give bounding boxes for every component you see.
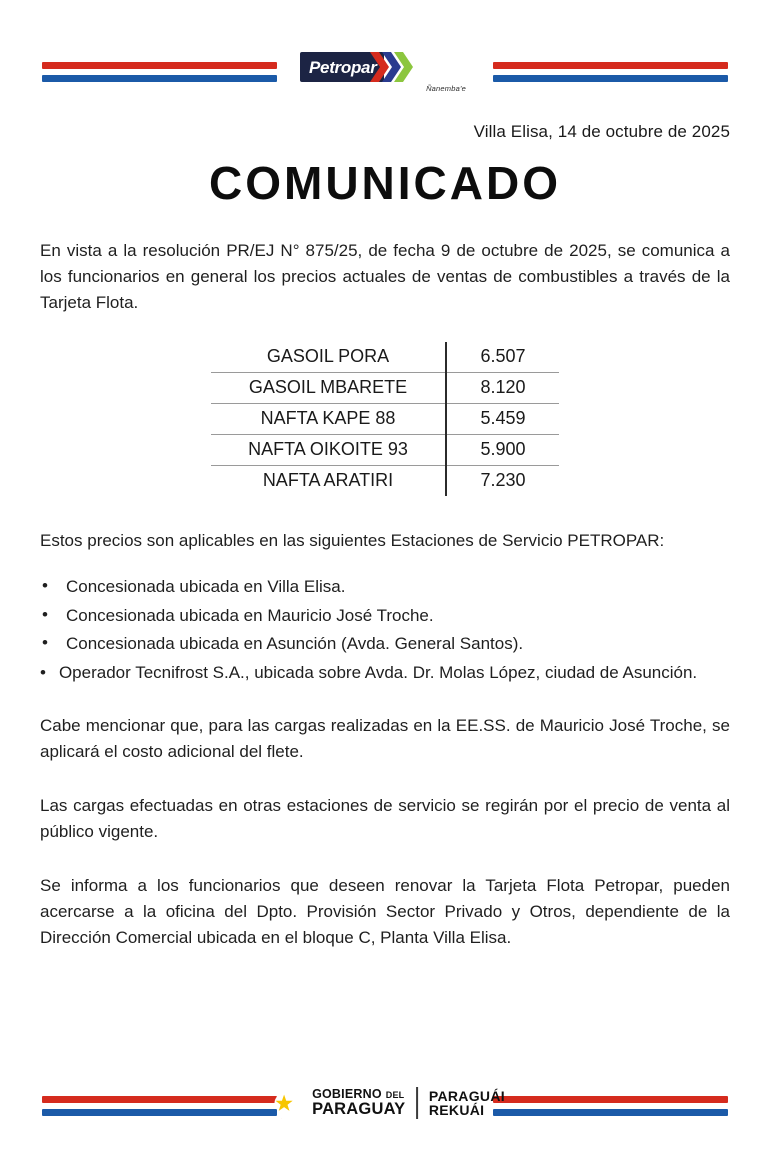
flag-bar-red <box>42 1096 277 1103</box>
petropar-tagline: Ñanemba'e <box>426 84 466 93</box>
flag-bar-red <box>493 1096 728 1103</box>
fuel-name-cell: GASOIL MBARETE <box>211 373 446 404</box>
gov-logo-text <box>312 1087 505 1119</box>
gov-word-del: DEL <box>385 1090 405 1101</box>
list-item-label: Operador Tecnifrost S.A., ubicada sobre Avda. Dr. Molas López, ciudad de Asunción. <box>58 662 698 682</box>
flag-bar-red <box>493 62 728 69</box>
fuel-price-cell: 8.120 <box>446 373 559 404</box>
list-item <box>40 574 730 600</box>
flag-bar-blue <box>493 75 728 82</box>
flag-bar-red <box>42 62 277 69</box>
fuel-price-table <box>211 342 559 496</box>
bullet-icon: • <box>40 662 46 682</box>
list-item <box>40 660 730 686</box>
list-item-label: Concesionada ubicada en Villa Elisa. <box>66 577 346 596</box>
bullet-icon: • <box>42 604 48 624</box>
fuel-name-cell: NAFTA ARATIRI <box>211 466 446 497</box>
gov-word-paraguay: PARAGUAY <box>312 1099 406 1118</box>
table-row <box>211 435 559 466</box>
gov-logo-divider <box>416 1087 418 1119</box>
stations-list <box>40 574 730 685</box>
paraguay-emblem-icon <box>265 1084 303 1122</box>
header-flag-bars-right <box>493 62 728 82</box>
fuel-price-cell: 5.459 <box>446 404 559 435</box>
fuel-name-cell: NAFTA KAPE 88 <box>211 404 446 435</box>
petropar-logo-row <box>300 52 470 82</box>
freight-paragraph: Cabe mencionar que, para las cargas realizadas en la EE.SS. de Mauricio José Troche, se aplicará el costo adicional del flete. <box>40 716 730 761</box>
list-item <box>40 631 730 657</box>
fuel-price-cell: 6.507 <box>446 342 559 373</box>
petropar-chevrons-icon <box>377 52 413 82</box>
gov-word-paraguai: PARAGUÁI <box>428 1087 505 1104</box>
list-item-label: Concesionada ubicada en Asunción (Avda. General Santos). <box>66 634 524 653</box>
price-table-wrapper <box>40 342 730 496</box>
dateline: Villa Elisa, 14 de octubre de 2025 <box>473 122 730 141</box>
table-row <box>211 342 559 373</box>
header-flag-bars-left <box>42 62 277 82</box>
renewal-paragraph: Se informa a los funcionarios que deseen renovar la Tarjeta Flota Petropar, pueden acercarse a la oficina del Dpto. Provisión Sector Privado y Otros, dependiente de la Dirección Comercial ubicada en el bloque C, Planta Villa Elisa. <box>40 876 730 947</box>
stations-intro-paragraph: Estos precios son aplicables en las siguientes Estaciones de Servicio PETROPAR: <box>40 531 665 550</box>
list-item <box>40 603 730 629</box>
document-body <box>0 112 770 1062</box>
fuel-price-cell: 7.230 <box>446 466 559 497</box>
fuel-price-cell: 5.900 <box>446 435 559 466</box>
gov-text-guarani <box>429 1089 505 1118</box>
gobierno-paraguay-logo <box>265 1084 505 1122</box>
gov-word-rekuai: REKUÁI <box>428 1102 485 1118</box>
flag-bar-blue <box>493 1109 728 1116</box>
table-row <box>211 373 559 404</box>
fuel-name-cell: NAFTA OIKOITE 93 <box>211 435 446 466</box>
flag-bar-blue <box>42 75 277 82</box>
footer-flag-bars-right <box>493 1096 728 1116</box>
document-footer <box>0 1062 770 1154</box>
petropar-logo <box>300 52 470 93</box>
list-item-label: Concesionada ubicada en Mauricio José Troche. <box>66 605 434 625</box>
gov-word-gobierno: GOBIERNO <box>312 1087 382 1102</box>
flag-bar-blue <box>42 1109 277 1116</box>
bullet-icon: • <box>42 576 48 595</box>
table-row <box>211 466 559 497</box>
fuel-name-cell: GASOIL PORA <box>211 342 446 373</box>
page-title: COMUNICADO <box>209 157 561 209</box>
table-row <box>211 404 559 435</box>
gov-text-spanish <box>312 1088 405 1118</box>
intro-paragraph: En vista a la resolución PR/EJ N° 875/25, de fecha 9 de octubre de 2025, se comunica a los funcionarios en general los precios actuales de ventas de combustibles a través de la Tarjeta Flota. <box>40 241 730 312</box>
document-header <box>0 0 770 112</box>
chevron-green-icon <box>394 52 413 82</box>
bullet-icon: • <box>42 633 48 652</box>
petropar-wordmark: Petropar <box>300 52 384 82</box>
footer-flag-bars-left <box>42 1096 277 1116</box>
other-stations-paragraph: Las cargas efectuadas en otras estaciones de servicio se regirán por el precio de venta al público vigente. <box>40 796 730 841</box>
